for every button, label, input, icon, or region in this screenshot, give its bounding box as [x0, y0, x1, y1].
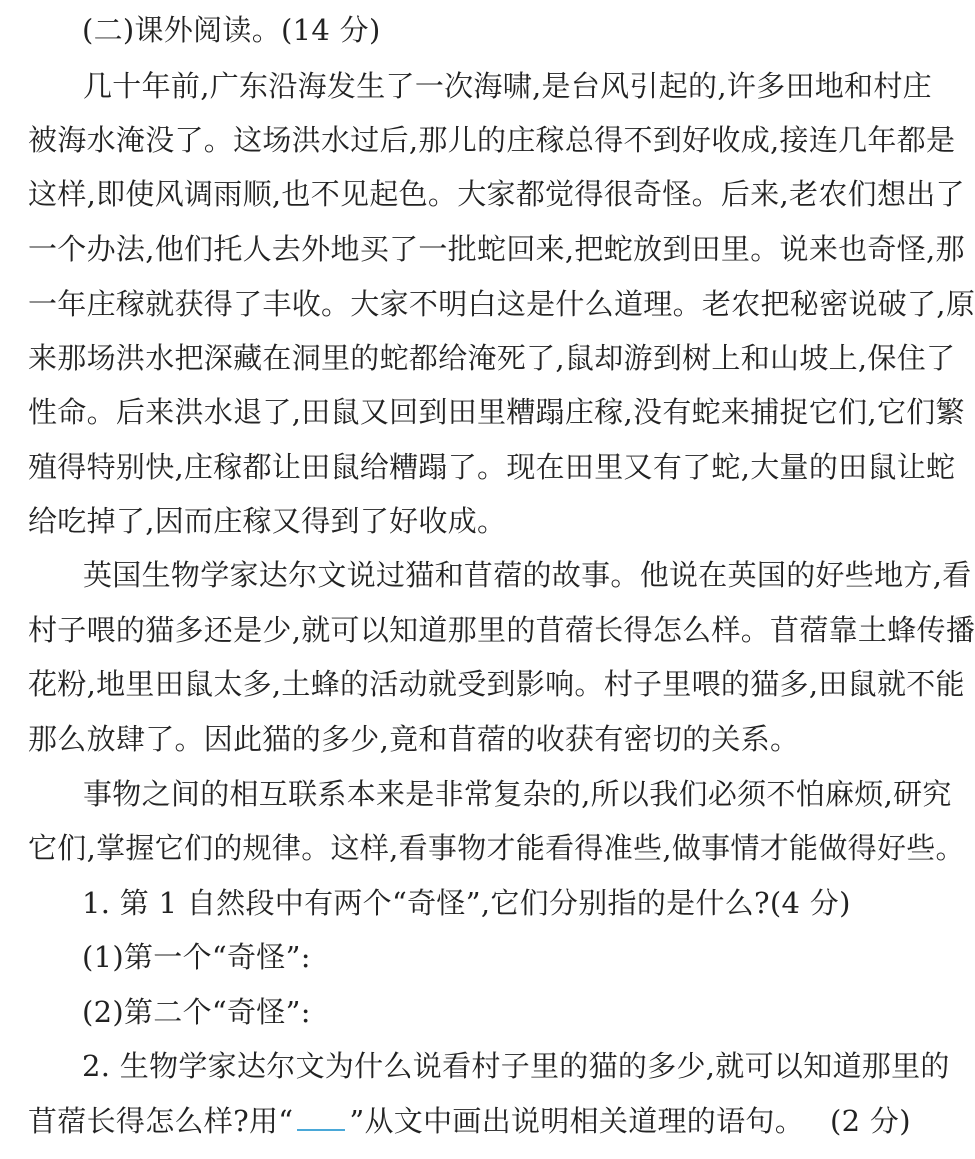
- question-2-text-after: ”从文中画出说明相关道理的语句。: [349, 1104, 805, 1138]
- question-2-text-before: 苜蓿长得怎么样?用“: [28, 1104, 294, 1138]
- passage-line: 花粉,地里田鼠太多,土蜂的活动就受到影响。村子里喂的猫多,田鼠就不能: [28, 667, 965, 701]
- passage-line: 这样,即使风调雨顺,也不见起色。大家都觉得很奇怪。后来,老农们想出了: [28, 177, 965, 211]
- question-2-score: (2 分): [830, 1104, 911, 1138]
- passage-line: 那么放肆了。因此猫的多少,竟和苜蓿的收获有密切的关系。: [28, 722, 800, 756]
- passage-line: 殖得特别快,庄稼都让田鼠给糟蹋了。现在田里又有了蛇,大量的田鼠让蛇: [28, 450, 956, 484]
- passage-line: 村子喂的猫多还是少,就可以知道那里的苜蓿长得怎么样。苜蓿靠土蜂传播: [28, 613, 975, 647]
- section-title: (二)课外阅读。(14 分): [82, 13, 381, 47]
- passage-line: 事物之间的相互联系本来是非常复杂的,所以我们必须不怕麻烦,研究: [83, 777, 952, 811]
- passage-line: 一个办法,他们托人去外地买了一批蛇回来,把蛇放到田里。说来也奇怪,那: [28, 232, 965, 266]
- passage-line: 一年庄稼就获得了丰收。大家不明白这是什么道理。老农把秘密说破了,原: [28, 287, 975, 321]
- passage-line: 性命。后来洪水退了,田鼠又回到田里糟蹋庄稼,没有蛇来捕捉它们,它们繁: [28, 395, 965, 429]
- question-1-sub-2: (2)第二个“奇怪”:: [82, 995, 311, 1029]
- passage-line: 英国生物学家达尔文说过猫和苜蓿的故事。他说在英国的好些地方,看: [83, 558, 972, 592]
- question-1-text: 1. 第 1 自然段中有两个“奇怪”,它们分别指的是什么?(4 分): [82, 886, 851, 920]
- passage-line: 给吃掉了,因而庄稼又得到了好收成。: [28, 504, 507, 538]
- passage-line: 被海水淹没了。这场洪水过后,那儿的庄稼总得不到好收成,接连几年都是: [28, 123, 956, 157]
- passage-line: 来那场洪水把深藏在洞里的蛇都给淹死了,鼠却游到树上和山坡上,保住了: [28, 341, 956, 375]
- passage-line: 几十年前,广东沿海发生了一次海啸,是台风引起的,许多田地和村庄: [83, 69, 932, 103]
- question-1-sub-1: (1)第一个“奇怪”:: [82, 940, 311, 974]
- underline-mark-sample: [297, 1105, 345, 1131]
- passage-line: 它们,掌握它们的规律。这样,看事物才能看得准些,做事情才能做得好些。: [28, 831, 965, 865]
- question-2-line-2: [28, 1101, 911, 1141]
- question-2-line-1: 2. 生物学家达尔文为什么说看村子里的猫的多少,就可以知道那里的: [82, 1049, 950, 1083]
